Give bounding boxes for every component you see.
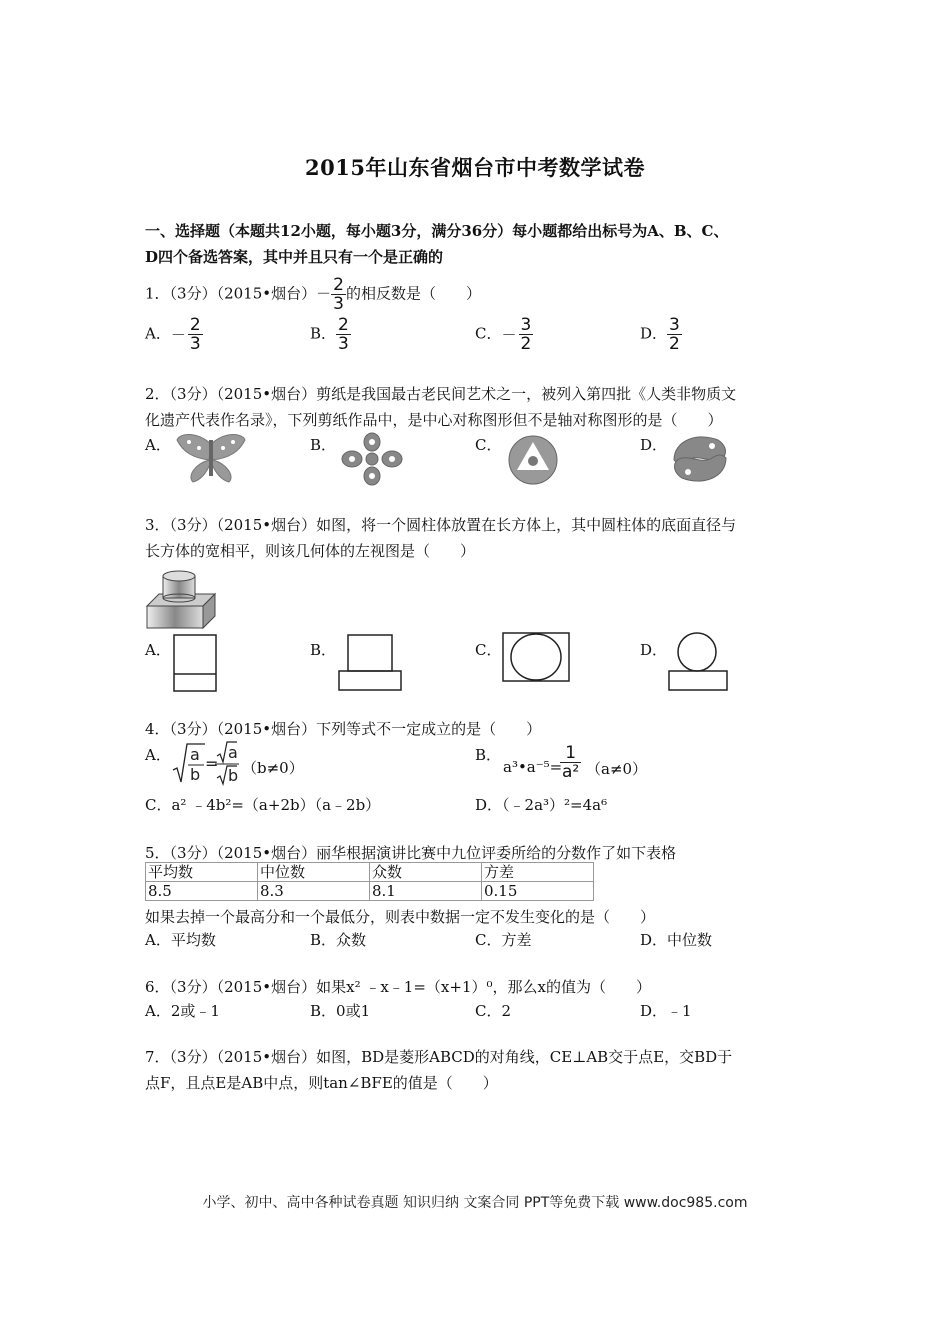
q2-option-d[interactable] [640, 434, 667, 455]
view-d-figure [668, 632, 730, 692]
question-4-stem: 4．（3分）（2015•烟台）下列等式不一定成立的是（ ） [145, 720, 542, 738]
flower-papercut-icon [340, 432, 404, 486]
cylinder-on-cuboid-figure [145, 568, 217, 630]
view-b-figure [338, 634, 404, 692]
option-den: 3 [189, 334, 201, 354]
q1-frac-den: 3 [333, 294, 344, 314]
q1-frac-num: 2 [333, 275, 344, 295]
question-1-stem [145, 276, 815, 313]
option-label: B． [310, 324, 337, 343]
svg-text:a: a [228, 743, 238, 762]
butterfly-papercut-icon [175, 430, 247, 486]
q1-option-b[interactable] [310, 316, 351, 353]
q2-option-b[interactable] [310, 434, 336, 455]
q4-b-num: 1 [560, 744, 581, 763]
q7-line2: 点F，且点E是AB中点，则tan∠BFE的值是（ ） [145, 1074, 498, 1092]
q3-option-d[interactable] [640, 639, 667, 660]
q4-b-fraction [560, 744, 581, 781]
q5-option-d[interactable]: D．中位数 [640, 931, 713, 949]
table-header-cell: 平均数 [146, 863, 258, 882]
q4-b-expr: a³•a⁻⁵= [503, 758, 563, 776]
option-label: B． [310, 641, 337, 659]
option-label: A． [145, 746, 171, 764]
q1-option-a[interactable] [145, 316, 203, 353]
q4-option-d[interactable] [475, 794, 607, 815]
option-label: A． [145, 436, 171, 454]
option-label: B． [310, 436, 337, 454]
section-heading [145, 218, 815, 270]
option-den: 2 [669, 334, 680, 354]
exam-title: 2015年山东省烟台市中考数学试卷 [305, 155, 645, 180]
option-num: 2 [189, 315, 201, 335]
q2-line1: 2．（3分）（2015•烟台）剪纸是我国最古老民间艺术之一，被列入第四批《人类非物质文 [145, 385, 737, 403]
q2-line2: 化遗产代表作名录》，下列剪纸作品中，是中心对称图形但不是轴对称图形的是（ ） [145, 411, 723, 429]
option-den: 2 [520, 334, 532, 354]
table-cell: 8.3 [258, 882, 370, 901]
option-num: 2 [338, 315, 349, 335]
svg-text:b: b [190, 765, 201, 784]
svg-text:a: a [190, 745, 200, 764]
q6-option-a[interactable]: A．2或﹣1 [145, 1002, 220, 1020]
option-sign: － [170, 326, 186, 344]
q4-option-c[interactable] [145, 794, 380, 815]
q3-option-a[interactable] [145, 639, 171, 660]
option-den: 3 [338, 334, 349, 354]
svg-text:=: = [205, 754, 219, 773]
option-label: C． [475, 436, 502, 454]
question-3-stem [145, 512, 815, 564]
triangle-papercut-icon [505, 432, 561, 488]
q3-option-b[interactable] [310, 639, 336, 660]
view-a-figure [173, 634, 219, 692]
table-cell: 8.1 [370, 882, 482, 901]
option-label: C． [145, 796, 172, 814]
section-heading-line2: D四个备选答案，其中并且只有一个是正确的 [145, 248, 444, 266]
option-label: A． [145, 641, 171, 659]
fish-papercut-icon [668, 430, 732, 488]
q1-option-c[interactable] [475, 316, 533, 353]
option-num: 3 [669, 315, 680, 335]
option-label: D． [475, 796, 503, 814]
q4-a-condition: （b≠0） [242, 759, 304, 777]
question-7-stem [145, 1044, 815, 1096]
option-label: B． [475, 746, 502, 764]
option-label: D． [640, 641, 668, 659]
table-row [146, 882, 594, 901]
option-num: 3 [520, 315, 532, 335]
section-heading-line1: 一、选择题（本题共12小题，每小题3分，满分36分）每小题都给出标号为A、B、C、 [145, 222, 729, 240]
q3-option-c[interactable] [475, 639, 501, 660]
q6-option-c[interactable]: C．2 [475, 1002, 512, 1020]
q5-option-a[interactable]: A．平均数 [145, 931, 216, 949]
q4-d-expr: （﹣2a³）²=4a⁶ [502, 796, 608, 814]
q2-option-c[interactable] [475, 434, 501, 455]
view-c-figure [502, 632, 572, 684]
table-header-cell: 方差 [482, 863, 594, 882]
q7-line1: 7．（3分）（2015•烟台）如图，BD是菱形ABCD的对角线，CE⊥AB交于点E，交BD于 [145, 1048, 733, 1066]
question-6-stem: 6．（3分）（2015•烟台）如果x² ﹣x﹣1=（x+1）⁰，那么x的值为（ ） [145, 978, 651, 996]
q4-option-a[interactable] [145, 744, 171, 765]
score-stats-table [145, 862, 594, 901]
page-footer: 小学、初中、高中各种试卷真题 知识归纳 文案合同 PPT等免费下载 www.doc985.com [202, 1195, 748, 1211]
q4-b-den: a² [562, 762, 580, 782]
q1-suffix: 的相反数是（ ） [345, 284, 481, 303]
q5-option-c[interactable]: C．方差 [475, 931, 532, 949]
q6-option-d[interactable]: D．﹣1 [640, 1002, 692, 1020]
q3-line2: 长方体的宽相平，则该几何体的左视图是（ ） [145, 542, 476, 560]
option-label: D． [640, 436, 668, 454]
question-5-stem: 5．（3分）（2015•烟台）丽华根据演讲比赛中九位评委所给的分数作了如下表格 [145, 844, 677, 862]
q4-c-expr: a² ﹣4b²=（a+2b）（a﹣2b） [171, 796, 381, 814]
q3-line1: 3．（3分）（2015•烟台）如图，将一个圆柱体放置在长方体上，其中圆柱体的底面直径与 [145, 516, 737, 534]
q4-b-condition: （a≠0） [586, 760, 648, 778]
q5-after-text: 如果去掉一个最高分和一个最低分，则表中数据一定不发生变化的是（ ） [145, 908, 656, 926]
question-2-stem [145, 381, 815, 433]
q4-option-b[interactable] [475, 744, 501, 765]
table-header-cell: 众数 [370, 863, 482, 882]
q2-option-a[interactable] [145, 434, 171, 455]
option-label: C． [475, 324, 502, 343]
q6-option-b[interactable]: B．0或1 [310, 1002, 371, 1020]
option-label: D． [640, 324, 668, 343]
q1-prefix: 1．（3分）（2015•烟台）－ [145, 284, 332, 303]
option-label: A． [145, 324, 171, 343]
sqrt-fraction-formula [171, 740, 241, 786]
q1-fraction [331, 276, 346, 313]
option-label: C． [475, 641, 502, 659]
table-header-row [146, 863, 594, 882]
option-sign: － [501, 326, 517, 344]
table-cell: 8.5 [146, 882, 258, 901]
q1-option-d[interactable] [640, 316, 682, 353]
table-cell: 0.15 [482, 882, 594, 901]
svg-text:b: b [228, 766, 239, 785]
table-header-cell: 中位数 [258, 863, 370, 882]
q5-option-b[interactable]: B．众数 [310, 931, 367, 949]
